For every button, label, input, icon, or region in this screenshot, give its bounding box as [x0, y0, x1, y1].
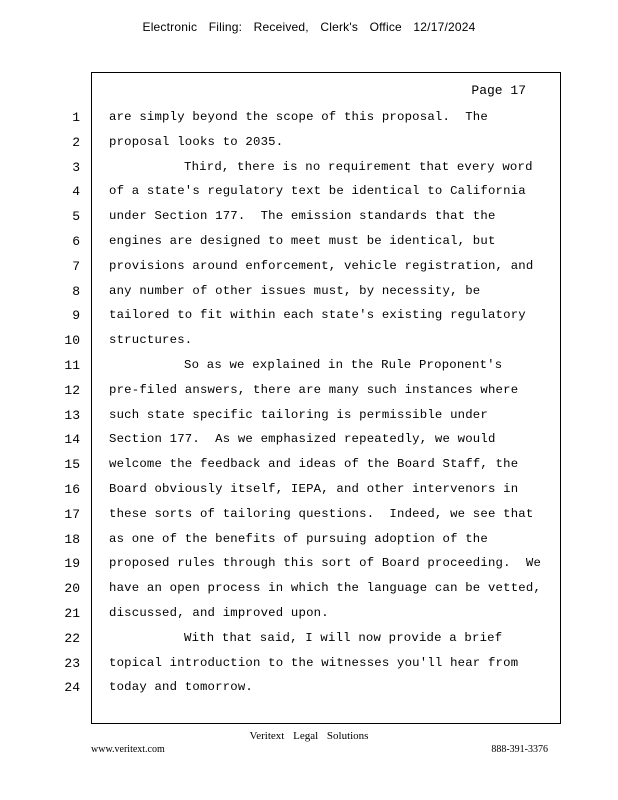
line-number: 24	[64, 680, 80, 696]
transcript-line	[0, 308, 618, 333]
line-text: So as we explained in the Rule Proponent's	[184, 358, 503, 372]
line-text: pre-filed answers, there are many such instances where	[109, 382, 519, 397]
line-text: With that said, I will now provide a brief	[184, 630, 503, 645]
line-number: 20	[64, 581, 80, 597]
line-number: 13	[64, 407, 80, 423]
line-text: are simply beyond the scope of this proposal. The	[109, 110, 488, 124]
filing-stamp-header: Electronic Filing: Received, Clerk's Office 12/17/2024	[142, 20, 476, 34]
transcript-line	[0, 656, 618, 681]
line-number: 21	[64, 606, 80, 621]
line-number: 15	[64, 457, 80, 473]
transcript-line	[0, 383, 618, 408]
line-text: today and tomorrow.	[109, 680, 254, 695]
line-text: proposal looks to 2035.	[109, 134, 284, 149]
footer-phone: 888-391-3376	[491, 744, 548, 755]
line-text: Third, there is no requirement that every word	[184, 159, 533, 174]
transcript-line	[0, 432, 618, 457]
transcript-line	[0, 259, 618, 284]
line-text: structures.	[109, 333, 193, 348]
transcript-line	[0, 408, 618, 433]
line-number: 11	[64, 358, 80, 373]
line-number: 8	[72, 283, 80, 299]
line-number: 23	[64, 655, 80, 671]
line-number: 14	[64, 432, 80, 448]
footer-company: Veritext Legal Solutions	[249, 730, 369, 742]
line-text: topical introduction to the witnesses you'll hear from	[109, 655, 519, 670]
line-number: 6	[72, 234, 80, 249]
line-number: 7	[72, 258, 80, 274]
line-text: any number of other issues must, by necessity, be	[109, 283, 481, 298]
line-number: 3	[72, 159, 80, 175]
line-number: 18	[64, 531, 80, 547]
transcript-line	[0, 135, 618, 160]
line-number: 19	[64, 556, 80, 572]
transcript-line	[0, 606, 618, 631]
line-text: proposed rules through this sort of Board proceeding. We	[109, 556, 542, 571]
line-text: welcome the feedback and ideas of the Board Staff, the	[109, 457, 519, 472]
transcript-line	[0, 631, 618, 656]
line-number: 2	[72, 134, 80, 150]
line-number: 5	[72, 209, 80, 225]
transcript-line	[0, 482, 618, 507]
transcript-line	[0, 209, 618, 234]
transcript-line	[0, 507, 618, 532]
line-text: these sorts of tailoring questions. Indeed, we see that	[109, 506, 534, 521]
line-number: 10	[64, 333, 80, 349]
transcript-line	[0, 680, 618, 705]
transcript-line	[0, 358, 618, 383]
line-text: have an open process in which the language can be vetted,	[109, 581, 542, 596]
transcript-line	[0, 457, 618, 482]
line-number: 16	[64, 482, 80, 497]
transcript-line	[0, 184, 618, 209]
line-number: 22	[64, 630, 80, 646]
line-text: as one of the benefits of pursuing adoption of the	[109, 531, 488, 546]
line-text: discussed, and improved upon.	[109, 606, 329, 620]
transcript-line	[0, 333, 618, 358]
line-text: of a state's regulatory text be identical to California	[109, 184, 526, 199]
line-number: 17	[64, 506, 80, 522]
line-number: 9	[72, 308, 80, 324]
transcript-line	[0, 532, 618, 557]
page-number: Page 17	[471, 83, 526, 98]
transcript-line	[0, 581, 618, 606]
line-text: Board obviously itself, IEPA, and other intervenors in	[109, 482, 519, 496]
line-text: tailored to fit within each state's existing regulatory	[109, 308, 526, 323]
transcript-line	[0, 160, 618, 185]
line-number: 4	[72, 184, 80, 200]
transcript-line	[0, 110, 618, 135]
line-number: 12	[64, 382, 80, 398]
line-number: 1	[72, 110, 80, 125]
transcript-line	[0, 234, 618, 259]
line-text: under Section 177. The emission standards that the	[109, 209, 496, 224]
line-text: Section 177. As we emphasized repeatedly, we would	[109, 432, 496, 447]
line-text: such state specific tailoring is permissible under	[109, 407, 488, 422]
transcript-line	[0, 556, 618, 581]
transcript-line	[0, 284, 618, 309]
footer-website: www.veritext.com	[91, 744, 165, 755]
line-text: engines are designed to meet must be identical, but	[109, 234, 496, 248]
line-text: provisions around enforcement, vehicle registration, and	[109, 258, 534, 273]
